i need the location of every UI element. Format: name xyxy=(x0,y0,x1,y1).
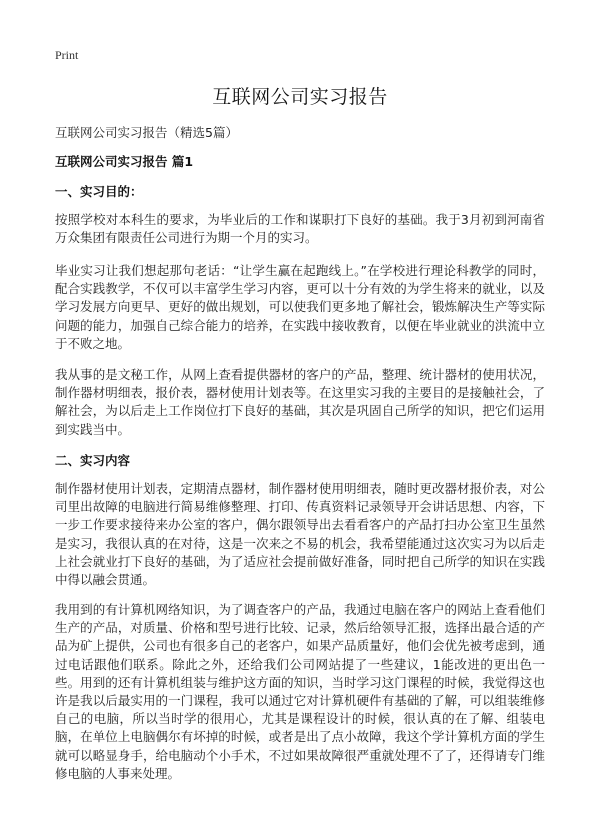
section-heading-purpose: 一、实习目的： xyxy=(55,184,143,199)
paragraph-5: 我用到的有计算机网络知识，为了调查客户的产品，我通过电脑在客户的网站上查看他们生产的产品，对质量、价格和型号进行比较、记录，然后给领导汇报，选择出最合适的产品为矿上提供，公司也有很多自己的老客户，如果产品质量好，他们会优先被考虑到，通过电话跟他们联系。除此之外，还给我们公司网站提了一些建议，1能改进的更出色一些。用到的还有计算机组装与维护这方面的知识，当时学习这门课程的时候，我觉得这也许是我以后最实用的一门课程，我可以通过它对计算机硬件有基础的了解，可以组装维修自己的电脑，所以当时学的很用心，尤其是课程设计的时候，很认真的在了解、组装电脑，在单位上电脑偶尔有坏掉的时候，或者是出了点小故障，我这个学计算机方面的学生就可以略显身手，给电脑动个小手术，不过如果故障很严重就处理不了了，还得请专门维修电脑的人事来处理。 xyxy=(55,602,545,781)
paragraph-1: 按照学校对本科生的要求，为毕业后的工作和谋职打下良好的基础。我于3月初到河南省万众集团有限责任公司进行为期一个月的实习。 xyxy=(55,212,545,246)
section-heading-content: 二、实习内容 xyxy=(55,453,131,468)
print-link[interactable]: Print xyxy=(55,48,79,62)
paragraph-3: 我从事的是文秘工作，从网上查看提供器材的客户的产品，整理、统计器材的使用状况，制作器材明细表，报价表，器材使用计划表等。在这里实习我的主要目的是接触社会，了解社会，为以后走上工作岗位打下良好的基础，其次是巩固自己所学的知识，把它们运用到实践当中。 xyxy=(55,367,545,437)
document-subtitle: 互联网公司实习报告（精选5篇） xyxy=(55,125,238,140)
paragraph-4: 制作器材使用计划表，定期清点器材，制作器材使用明细表，随时更改器材报价表，对公司里出故障的电脑进行简易维修整理、打印、传真资料记录领导开会讲话思想、内容，下一步工作要求接待来办公室的客户，偶尔跟领导出去看看客户的产品打扫办公室卫生虽然是实习，我很认真的在对待，这是一次来之不易的机会，我希望能通过这次实习为以后走上社会就业打下良好的基础，为了适应社会提前做好准备，同时把自己所学的知识在实践中得以融会贯通。 xyxy=(55,481,545,588)
article-heading: 互联网公司实习报告 篇1 xyxy=(55,154,194,169)
paragraph-2: 毕业实习让我们想起那句老话：“让学生赢在起跑线上。”在学校进行理论科教学的同时，配合实践教学，不仅可以丰富学生学习内容，更可以十分有效的为学生将来的就业，以及学习发展方向更早、更好的做出规划，可以使我们更多地了解社会，锻炼解决生产等实际问题的能力，加强自己综合能力的培养，在实践中接收教育，以便在毕业就业的洪流中立于不败之地。 xyxy=(55,263,545,351)
page-title: 互联网公司实习报告 xyxy=(212,86,388,108)
